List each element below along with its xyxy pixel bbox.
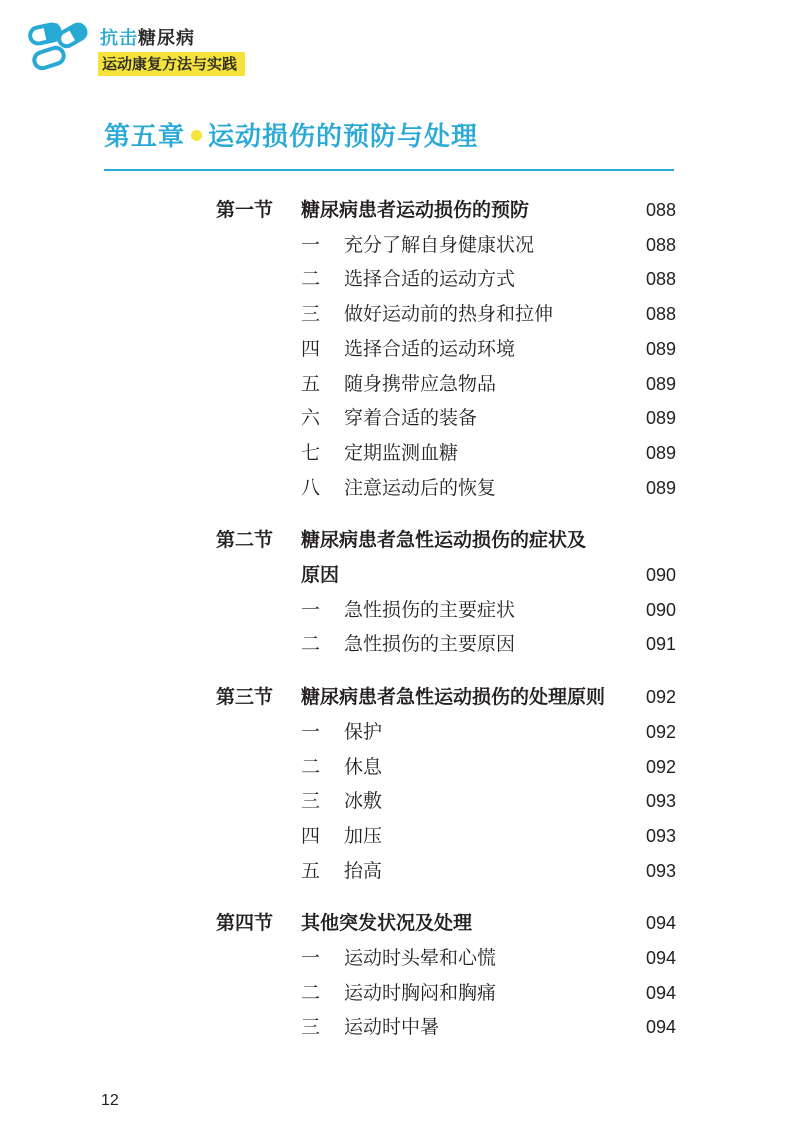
toc-item[interactable]: [0, 750, 800, 784]
toc-page-number: 089: [645, 338, 676, 359]
toc-item-number: 八: [301, 476, 321, 499]
series-subtitle: 运动康复方法与实践: [98, 52, 245, 76]
toc-item-number: 二: [301, 981, 321, 1004]
toc-section-title: 原因: [301, 564, 340, 586]
toc-item-number: 一: [301, 233, 321, 256]
toc-section-label: 第四节: [216, 912, 274, 935]
toc-item-number: 二: [301, 633, 321, 656]
toc-item-number: 一: [301, 720, 321, 743]
toc-item[interactable]: [0, 436, 800, 470]
toc-item[interactable]: [0, 401, 800, 435]
toc-page-number: 088: [645, 269, 676, 290]
toc-item[interactable]: [0, 1010, 800, 1044]
toc-section-title: 糖尿病患者运动损伤的预防: [301, 199, 530, 221]
toc-item-title: 定期监测血糖: [344, 441, 459, 464]
toc-item-title: 选择合适的运动环境: [344, 337, 516, 360]
toc-item-title: 运动时胸闷和胸痛: [344, 981, 497, 1004]
toc-section-title: 糖尿病患者急性运动损伤的处理原则: [301, 686, 606, 709]
toc-item-title: 充分了解自身健康状况: [344, 233, 535, 256]
pill-capsules-icon: [26, 20, 92, 74]
toc-item-title: 休息: [344, 755, 383, 778]
toc-item-number: 六: [301, 407, 321, 430]
toc-item-title: 运动时中暑: [344, 1016, 440, 1039]
toc-item[interactable]: [0, 627, 800, 661]
toc-item[interactable]: [0, 976, 800, 1010]
toc-item-title: 注意运动后的恢复: [344, 476, 497, 499]
toc-item-number: 七: [301, 441, 321, 464]
toc-section[interactable]: [0, 906, 800, 940]
toc-item[interactable]: [0, 297, 800, 331]
toc-page-number: 093: [645, 791, 676, 812]
toc-section[interactable]: [0, 680, 800, 714]
toc-page-number: 093: [645, 860, 676, 881]
toc-section-title: 糖尿病患者急性运动损伤的症状及: [301, 529, 587, 552]
toc-page-number: 094: [645, 913, 676, 934]
toc-item-number: 二: [301, 755, 321, 778]
toc-page-number: 090: [645, 565, 676, 585]
toc-item[interactable]: [0, 941, 800, 975]
chapter-heading: [104, 116, 478, 153]
toc-page-number: 092: [645, 721, 676, 742]
toc-item-number: 一: [301, 947, 321, 969]
toc-item[interactable]: [0, 715, 800, 749]
chapter-label: 第五章: [104, 122, 186, 152]
toc-item-number: 三: [301, 303, 321, 326]
title-divider: [104, 169, 674, 171]
bullet-dot-icon: [191, 130, 202, 141]
toc-item-title: 急性损伤的主要原因: [344, 633, 516, 656]
toc-section-label: 第三节: [216, 686, 274, 709]
toc-page-number: 088: [645, 234, 676, 255]
toc-item-title: 选择合适的运动方式: [344, 268, 516, 291]
toc-item-number: 四: [301, 337, 321, 360]
toc-page-number: 090: [645, 599, 676, 620]
toc-item[interactable]: [0, 332, 800, 366]
toc-item-title: 加压: [344, 824, 383, 847]
toc-item-number: 一: [301, 598, 321, 621]
toc-page-number: 089: [645, 442, 676, 463]
toc-section-title: 其他突发状况及处理: [301, 912, 473, 935]
toc-item-number: 二: [301, 268, 321, 291]
toc-item-number: 三: [301, 1016, 321, 1039]
toc-page-number: 094: [645, 982, 676, 1003]
toc-item-title: 冰敷: [344, 790, 383, 813]
toc-section[interactable]: [0, 558, 800, 592]
toc-item-title: 保护: [344, 720, 383, 743]
toc-section-label: 第一节: [216, 199, 274, 221]
toc-item-title: 随身携带应急物品: [344, 372, 497, 395]
toc-item[interactable]: [0, 262, 800, 296]
toc-page-number: 093: [645, 825, 676, 846]
toc-item[interactable]: [0, 471, 800, 505]
toc-page-number: 089: [645, 477, 676, 498]
toc-item[interactable]: [0, 593, 800, 627]
toc-page-number: 089: [645, 408, 676, 429]
toc-item-title: 急性损伤的主要症状: [344, 598, 516, 621]
chapter-title: 运动损伤的预防与处理: [208, 122, 479, 152]
toc-item-title: 做好运动前的热身和拉伸: [344, 303, 554, 326]
toc-page-number: 092: [645, 756, 676, 777]
series-title: 抗击糖尿病: [100, 28, 195, 49]
toc-item-number: 五: [301, 372, 321, 395]
toc-section[interactable]: [0, 523, 800, 557]
toc-item-number: 五: [301, 859, 321, 882]
toc-page-number: 094: [645, 948, 676, 968]
toc-item[interactable]: [0, 819, 800, 853]
toc-item[interactable]: [0, 367, 800, 401]
toc-item[interactable]: [0, 854, 800, 888]
toc-page-number: 088: [645, 200, 676, 220]
toc-page-number: 094: [645, 1017, 676, 1038]
toc-section-label: 第二节: [216, 529, 274, 552]
toc-item[interactable]: [0, 784, 800, 818]
toc-item-number: 四: [301, 824, 321, 847]
toc-item-title: 穿着合适的装备: [344, 407, 478, 430]
toc-item[interactable]: [0, 228, 800, 262]
toc-page-number: 089: [645, 373, 676, 394]
toc-page-number: 092: [645, 687, 676, 708]
page-number: 12: [101, 1092, 119, 1109]
toc-section[interactable]: [0, 193, 800, 227]
toc-item-title: 运动时头晕和心慌: [344, 947, 497, 969]
toc-page-number: 088: [645, 304, 676, 325]
toc-page-number: 091: [645, 634, 676, 655]
toc-item-title: 抬高: [344, 859, 383, 882]
toc-item-number: 三: [301, 790, 321, 813]
